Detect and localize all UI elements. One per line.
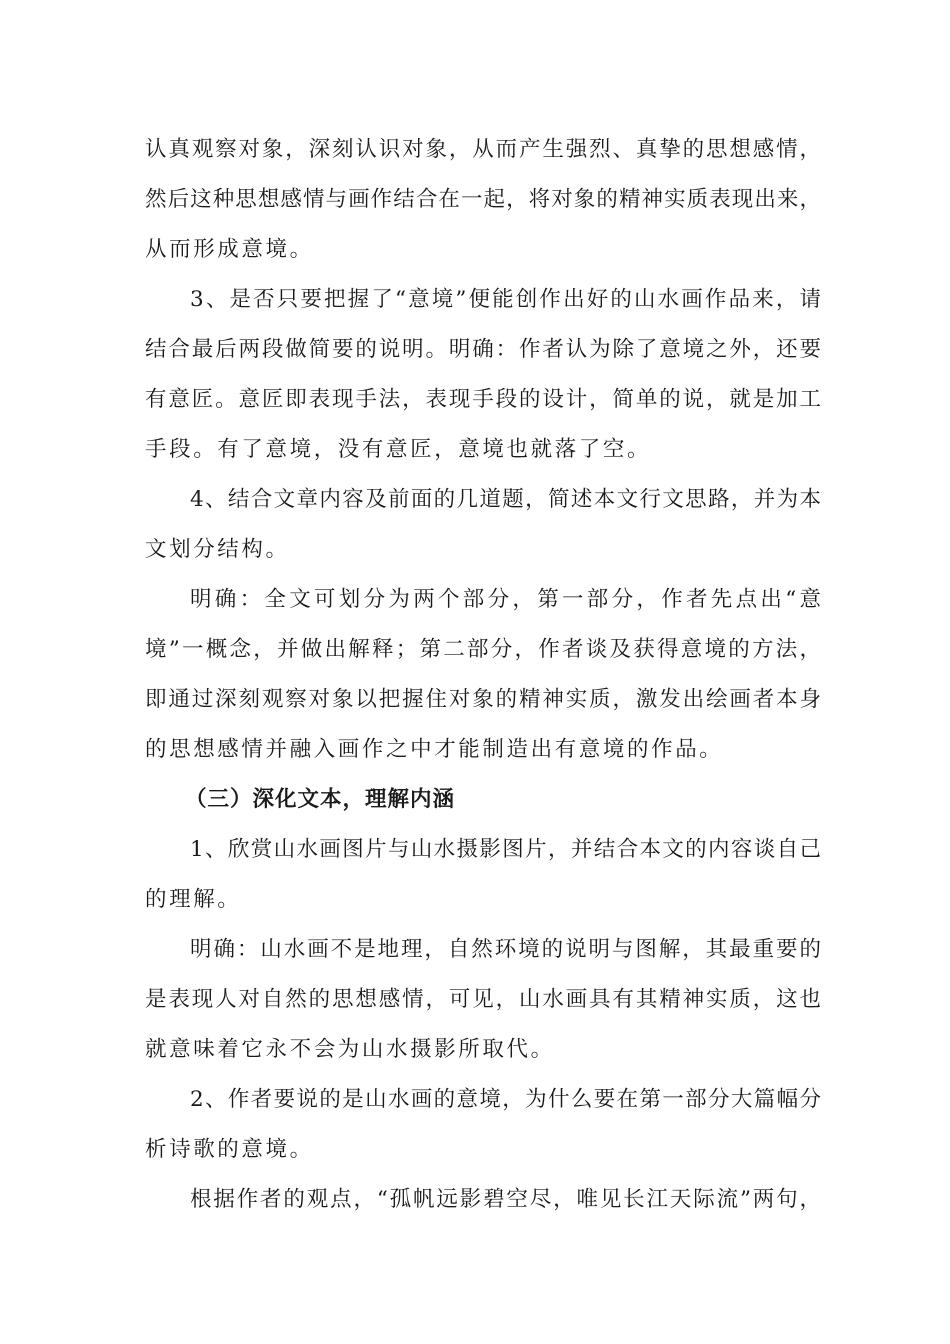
- body-line: 境”一概念，并做出解释；第二部分，作者谈及获得意境的方法，: [145, 637, 821, 662]
- body-line: 认真观察对象，深刻认识对象，从而产生强烈、真挚的思想感情，: [145, 137, 821, 162]
- body-line: 的理解。: [145, 887, 242, 912]
- body-line: 有意匠。意匠即表现手法，表现手段的设计，简单的说，就是加工: [145, 387, 821, 412]
- question-2-line: 2、作者要说的是山水画的意境，为什么要在第一部分大篇幅分: [190, 1087, 821, 1112]
- body-line: 析诗歌的意境。: [145, 1137, 314, 1162]
- section-heading: （三）深化文本，理解内涵: [185, 787, 456, 812]
- body-line: 然后这种思想感情与画作结合在一起，将对象的精神实质表现出来，: [145, 187, 821, 212]
- body-line: 的思想感情并融入画作之中才能制造出有意境的作品。: [145, 737, 724, 762]
- body-line: 手段。有了意境，没有意匠，意境也就落了空。: [145, 437, 652, 462]
- body-line: 文划分结构。: [145, 537, 290, 562]
- body-line: 即通过深刻观察对象以把握住对象的精神实质，激发出绘画者本身: [145, 687, 821, 712]
- question-3-line: 3、是否只要把握了“意境”便能创作出好的山水画作品来，请: [190, 287, 821, 312]
- body-line: 从而形成意境。: [145, 237, 314, 262]
- body-line: 结合最后两段做简要的说明。明确：作者认为除了意境之外，还要: [145, 337, 821, 362]
- answer-line: 明确：全文可划分为两个部分，第一部分，作者先点出“意: [190, 587, 821, 612]
- answer-line: 明确：山水画不是地理，自然环境的说明与图解，其最重要的: [190, 937, 821, 962]
- body-line: 就意味着它永不会为山水摄影所取代。: [145, 1037, 555, 1062]
- question-1-line: 1、欣赏山水画图片与山水摄影图片，并结合本文的内容谈自己: [190, 837, 821, 862]
- body-line: 是表现人对自然的思想感情，可见，山水画具有其精神实质，这也: [145, 987, 821, 1012]
- body-line: 根据作者的观点，“孤帆远影碧空尽，唯见长江天际流”两句，: [190, 1187, 821, 1212]
- question-4-line: 4、结合文章内容及前面的几道题，简述本文行文思路，并为本: [190, 487, 821, 512]
